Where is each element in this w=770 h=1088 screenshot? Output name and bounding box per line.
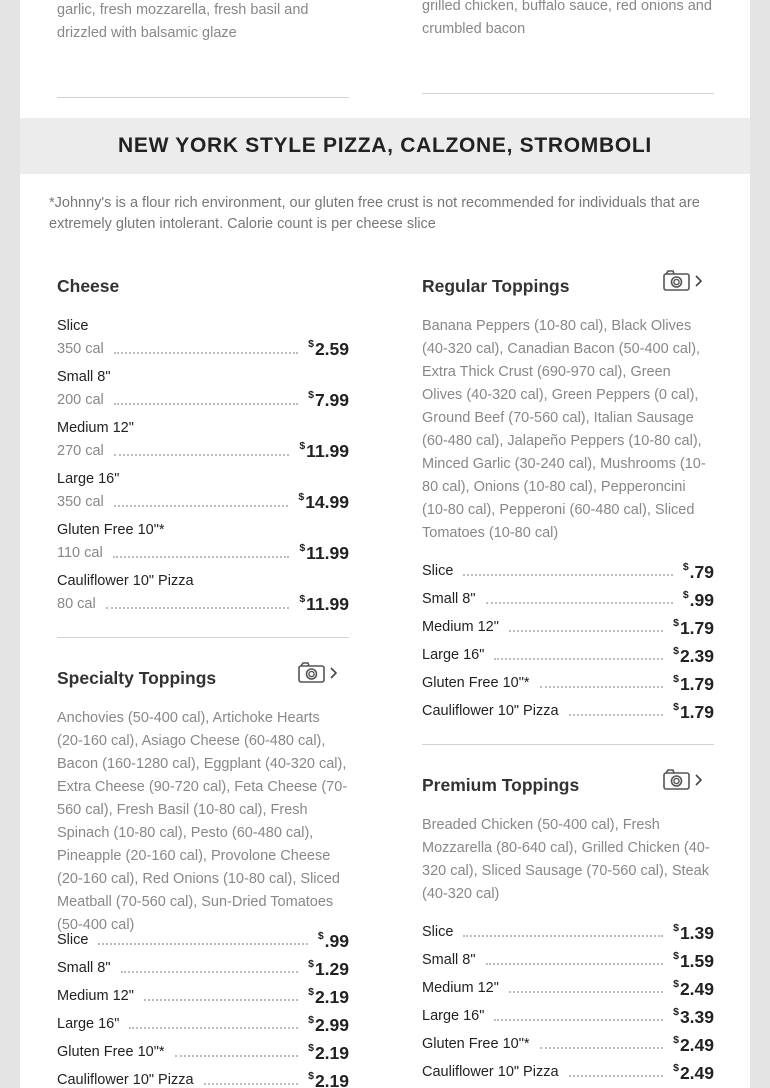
item-price bbox=[299, 593, 349, 615]
price-value: 11.99 bbox=[306, 441, 349, 461]
currency-symbol: $ bbox=[298, 491, 305, 503]
item-price bbox=[298, 491, 349, 513]
leader-dots bbox=[486, 963, 663, 965]
price-value: 1.79 bbox=[679, 702, 714, 722]
price-value: 2.49 bbox=[679, 1035, 714, 1055]
premium-price-row[interactable] bbox=[422, 1062, 714, 1084]
price-value: 2.99 bbox=[314, 1015, 349, 1035]
right-column bbox=[422, 0, 714, 1088]
premium-photos-button[interactable] bbox=[663, 769, 702, 790]
size-label: Large 16" bbox=[422, 647, 485, 663]
item-price bbox=[308, 986, 349, 1008]
menu-card bbox=[20, 0, 750, 1088]
leader-dots bbox=[98, 943, 308, 945]
chevron-right-icon bbox=[330, 667, 337, 679]
currency-symbol: $ bbox=[317, 930, 324, 942]
price-value: 1.59 bbox=[679, 951, 714, 971]
price-value: 1.29 bbox=[314, 959, 349, 979]
leader-dots bbox=[569, 1075, 663, 1077]
leader-dots bbox=[114, 352, 298, 354]
specialty-price-row[interactable] bbox=[57, 930, 349, 952]
item-calories: 110 cal bbox=[57, 545, 103, 561]
size-label: Slice bbox=[57, 932, 89, 948]
leader-dots bbox=[204, 1083, 298, 1085]
currency-symbol: $ bbox=[308, 958, 314, 970]
regular-price-row[interactable] bbox=[422, 561, 714, 583]
size-label: Small 8" bbox=[422, 591, 476, 607]
item-price bbox=[318, 930, 349, 952]
item-price bbox=[308, 1042, 349, 1064]
item-price bbox=[299, 440, 349, 462]
currency-symbol: $ bbox=[308, 986, 314, 998]
currency-symbol: $ bbox=[673, 1006, 679, 1018]
price-value: 2.19 bbox=[314, 1071, 349, 1088]
cheese-menu-item[interactable] bbox=[57, 471, 349, 515]
leader-dots bbox=[113, 556, 289, 558]
size-label: Medium 12" bbox=[57, 988, 134, 1004]
leader-dots bbox=[114, 505, 288, 507]
cheese-menu-item[interactable] bbox=[57, 420, 349, 464]
specialty-price-row[interactable] bbox=[57, 1070, 349, 1088]
size-label: Small 8" bbox=[422, 952, 476, 968]
currency-symbol: $ bbox=[682, 561, 689, 573]
left-column bbox=[57, 0, 349, 1088]
item-price bbox=[673, 950, 714, 972]
price-value: 2.39 bbox=[679, 646, 714, 666]
gluten-note: *Johnny's is a flour rich environment, our gluten free crust is not recommended for individuals that are extremely gluten intolerant. Calorie count is per cheese slice bbox=[49, 195, 700, 232]
price-value: .99 bbox=[689, 590, 714, 610]
size-label: Small 8" bbox=[57, 960, 111, 976]
leader-dots bbox=[114, 403, 298, 405]
regular-price-row[interactable] bbox=[422, 617, 714, 639]
currency-symbol: $ bbox=[673, 1062, 679, 1074]
price-value: 2.19 bbox=[314, 1043, 349, 1063]
item-price bbox=[673, 922, 714, 944]
specialty-photos-button[interactable] bbox=[298, 662, 337, 683]
currency-symbol: $ bbox=[673, 617, 679, 629]
premium-toppings-title: Premium Toppings bbox=[422, 775, 580, 795]
premium-price-row[interactable] bbox=[422, 922, 714, 944]
size-label: Gluten Free 10"* bbox=[422, 675, 530, 691]
size-label: Cauliflower 10" Pizza bbox=[422, 1064, 559, 1080]
item-price bbox=[308, 1070, 349, 1088]
cheese-title: Cheese bbox=[57, 276, 120, 296]
price-value: 1.79 bbox=[679, 618, 714, 638]
leader-dots bbox=[486, 602, 673, 604]
regular-toppings-description: Banana Peppers (10-80 cal), Black Olives (40-320 cal), Canadian Bacon (50-400 cal), Extra Thick Crust (690-970 cal), Green Olives (40-320 cal), Green Peppers (0 cal), Ground Beef (70-560 cal), Italian Sausage (60-480 cal), Jalapeño Peppers (10-80 cal), Minced Garlic (30-240 cal), Mushrooms (10-80 cal), Onions (10-80 cal), Pepperoncini (10-80 cal), Pepperoni (60-480 cal), Sliced Tomatoes (10-80 cal) bbox=[422, 318, 706, 541]
premium-price-row[interactable] bbox=[422, 978, 714, 1000]
price-value: 14.99 bbox=[305, 492, 349, 512]
currency-symbol: $ bbox=[308, 338, 314, 350]
item-price bbox=[673, 1062, 714, 1084]
size-label: Gluten Free 10"* bbox=[422, 1036, 530, 1052]
price-value: .79 bbox=[689, 562, 714, 582]
item-calories: 270 cal bbox=[57, 443, 104, 459]
size-label: Gluten Free 10"* bbox=[57, 1044, 165, 1060]
premium-price-row[interactable] bbox=[422, 1006, 714, 1028]
price-value: 2.49 bbox=[679, 1063, 714, 1083]
currency-symbol: $ bbox=[299, 440, 306, 452]
size-label: Slice bbox=[422, 924, 454, 940]
regular-price-row[interactable] bbox=[422, 645, 714, 667]
currency-symbol: $ bbox=[299, 593, 306, 605]
cheese-menu-item[interactable] bbox=[57, 369, 349, 413]
price-value: 3.39 bbox=[679, 1007, 714, 1027]
specialty-price-row[interactable] bbox=[57, 958, 349, 980]
currency-symbol: $ bbox=[673, 701, 679, 713]
currency-symbol: $ bbox=[673, 1034, 679, 1046]
currency-symbol: $ bbox=[673, 978, 679, 990]
premium-price-row[interactable] bbox=[422, 1034, 714, 1056]
item-name: Large 16" bbox=[57, 471, 120, 487]
divider bbox=[422, 744, 714, 745]
item-calories: 350 cal bbox=[57, 494, 104, 510]
size-label: Slice bbox=[422, 563, 454, 579]
camera-icon bbox=[663, 270, 690, 291]
item-price bbox=[673, 978, 714, 1000]
regular-price-row[interactable] bbox=[422, 701, 714, 723]
chevron-right-icon bbox=[695, 774, 702, 786]
size-label: Medium 12" bbox=[422, 619, 499, 635]
camera-icon bbox=[663, 769, 690, 790]
leader-dots bbox=[121, 971, 298, 973]
previous-item-description: grilled chicken, buffalo sauce, red onions and crumbled bacon bbox=[422, 0, 712, 37]
item-calories: 80 cal bbox=[57, 596, 96, 612]
price-value: 1.79 bbox=[679, 674, 714, 694]
divider bbox=[57, 637, 349, 638]
item-price bbox=[673, 617, 714, 639]
price-value: 1.39 bbox=[679, 923, 714, 943]
price-value: 7.99 bbox=[314, 390, 349, 410]
item-calories: 200 cal bbox=[57, 392, 104, 408]
leader-dots bbox=[540, 1047, 663, 1049]
leader-dots bbox=[463, 935, 663, 937]
leader-dots bbox=[175, 1055, 298, 1057]
leader-dots bbox=[463, 574, 673, 576]
leader-dots bbox=[106, 607, 289, 609]
price-value: 11.99 bbox=[306, 594, 349, 614]
currency-symbol: $ bbox=[682, 589, 689, 601]
item-name: Medium 12" bbox=[57, 420, 134, 436]
specialty-price-row[interactable] bbox=[57, 1042, 349, 1064]
item-price bbox=[299, 542, 349, 564]
cheese-menu-item[interactable] bbox=[57, 573, 349, 617]
item-price bbox=[673, 1006, 714, 1028]
currency-symbol: $ bbox=[673, 645, 679, 657]
item-price bbox=[673, 1034, 714, 1056]
currency-symbol: $ bbox=[673, 950, 679, 962]
premium-price-row[interactable] bbox=[422, 950, 714, 972]
currency-symbol: $ bbox=[673, 673, 679, 685]
item-price bbox=[683, 589, 714, 611]
size-label: Medium 12" bbox=[422, 980, 499, 996]
specialty-toppings-description: Anchovies (50-400 cal), Artichoke Hearts (20-160 cal), Asiago Cheese (60-480 cal), Bacon (160-1280 cal), Eggplant (40-320 cal), Extra Cheese (90-720 cal), Feta Cheese (70-560 cal), Fresh Basil (10-80 cal), Fresh Spinach (10-80 cal), Pesto (60-480 cal), Pineapple (20-160 cal), Provolone Cheese (20-160 cal), Red Onions (10-80 cal), Sliced Meatball (70-560 cal), Sun-Dried Tomatoes (50-400 cal) bbox=[57, 710, 348, 933]
cheese-menu-item[interactable] bbox=[57, 318, 349, 362]
leader-dots bbox=[129, 1027, 298, 1029]
cheese-menu-item[interactable] bbox=[57, 522, 349, 566]
currency-symbol: $ bbox=[308, 1042, 314, 1054]
item-price bbox=[673, 701, 714, 723]
section-title: NEW YORK STYLE PIZZA, CALZONE, STROMBOLI bbox=[118, 134, 652, 157]
specialty-price-row[interactable] bbox=[57, 986, 349, 1008]
price-value: 2.59 bbox=[314, 339, 349, 359]
leader-dots bbox=[494, 658, 663, 660]
chevron-right-icon bbox=[695, 275, 702, 287]
item-price bbox=[673, 645, 714, 667]
item-price bbox=[673, 673, 714, 695]
item-price bbox=[308, 338, 349, 360]
currency-symbol: $ bbox=[308, 1014, 314, 1026]
item-price bbox=[308, 1014, 349, 1036]
regular-photos-button[interactable] bbox=[663, 270, 702, 291]
regular-price-row[interactable] bbox=[422, 673, 714, 695]
item-calories: 350 cal bbox=[57, 341, 104, 357]
currency-symbol: $ bbox=[299, 542, 306, 554]
item-name: Cauliflower 10" Pizza bbox=[57, 573, 194, 589]
price-value: 2.49 bbox=[679, 979, 714, 999]
currency-symbol: $ bbox=[673, 922, 679, 934]
leader-dots bbox=[569, 714, 663, 716]
item-name: Small 8" bbox=[57, 369, 111, 385]
regular-price-row[interactable] bbox=[422, 589, 714, 611]
size-label: Cauliflower 10" Pizza bbox=[422, 703, 559, 719]
currency-symbol: $ bbox=[308, 389, 314, 401]
item-price bbox=[683, 561, 714, 583]
leader-dots bbox=[114, 454, 289, 456]
leader-dots bbox=[494, 1019, 663, 1021]
item-name: Gluten Free 10"* bbox=[57, 522, 165, 538]
leader-dots bbox=[509, 630, 663, 632]
specialty-toppings-title: Specialty Toppings bbox=[57, 668, 217, 688]
leader-dots bbox=[509, 991, 663, 993]
price-value: 11.99 bbox=[306, 543, 349, 563]
regular-toppings-title: Regular Toppings bbox=[422, 276, 570, 296]
item-price bbox=[308, 389, 349, 411]
item-price bbox=[308, 958, 349, 980]
price-value: .99 bbox=[324, 931, 349, 951]
specialty-price-row[interactable] bbox=[57, 1014, 349, 1036]
size-label: Large 16" bbox=[422, 1008, 485, 1024]
size-label: Large 16" bbox=[57, 1016, 120, 1032]
item-name: Slice bbox=[57, 318, 89, 334]
leader-dots bbox=[540, 686, 663, 688]
currency-symbol: $ bbox=[308, 1070, 314, 1082]
previous-item-description: garlic, fresh mozzarella, fresh basil and drizzled with balsamic glaze bbox=[57, 2, 309, 41]
premium-toppings-description: Breaded Chicken (50-400 cal), Fresh Mozzarella (80-640 cal), Grilled Chicken (40-320 cal), Sliced Sausage (70-560 cal), Steak (40-320 cal) bbox=[422, 817, 710, 902]
price-value: 2.19 bbox=[314, 987, 349, 1007]
camera-icon bbox=[298, 662, 325, 683]
leader-dots bbox=[144, 999, 298, 1001]
size-label: Cauliflower 10" Pizza bbox=[57, 1072, 194, 1088]
